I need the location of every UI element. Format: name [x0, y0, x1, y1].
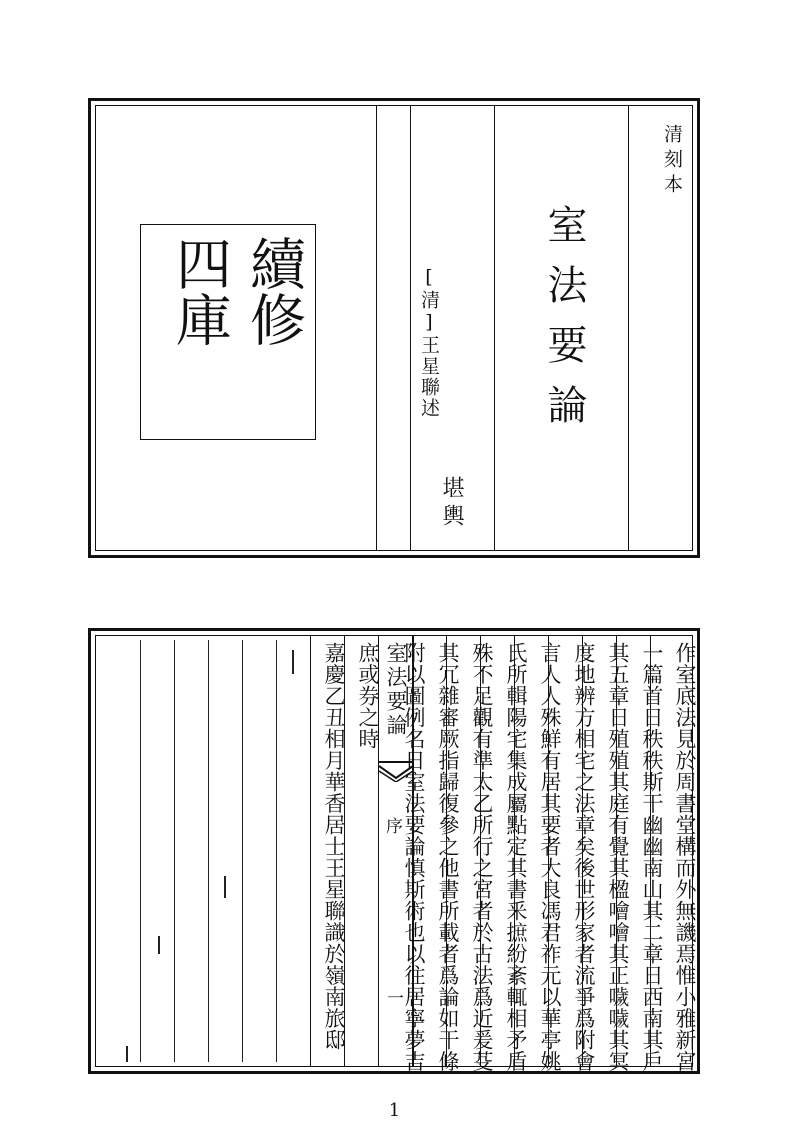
column-rule	[376, 106, 377, 550]
column-rule	[310, 636, 311, 1066]
preface-signature: 嘉慶乙丑相月華香居士王星聯識於嶺南旅邸	[322, 642, 346, 1051]
author-line: [清]王星聯述	[418, 266, 440, 419]
collection-seal	[140, 224, 316, 440]
preface-column: 殊不足觀有準太乙所行之宮者於古法爲近爰芟	[470, 642, 494, 1072]
print-mark	[126, 1046, 128, 1062]
column-rule	[494, 106, 495, 550]
blank-column-rule	[276, 640, 277, 1062]
blank-column-rule	[208, 640, 209, 1062]
preface-column: 度地辨方相宅之法章矣後世形家者流爭爲附會	[572, 642, 596, 1072]
page-number: 1	[388, 1100, 401, 1121]
preface-column: 庶或券之時	[356, 642, 380, 750]
center-section-label: 序	[386, 817, 403, 837]
title-page-inner-frame	[95, 105, 693, 551]
book-title: 室法要論	[541, 204, 587, 444]
print-mark	[224, 876, 226, 898]
print-mark	[292, 650, 294, 674]
column-rule	[410, 106, 411, 550]
print-mark	[158, 936, 160, 954]
preface-page-panel	[88, 628, 700, 1074]
edition-label: 清刻本	[661, 124, 683, 199]
center-book-title: 室法要論	[384, 642, 408, 738]
category-label: 堪輿	[439, 476, 464, 532]
preface-page-inner-frame	[95, 635, 697, 1072]
center-page-number: 一	[387, 989, 404, 1009]
title-page-panel	[88, 98, 700, 558]
blank-column-rule	[140, 640, 141, 1062]
blank-column-rule	[174, 640, 175, 1062]
seal-text-right: 續修	[241, 235, 306, 347]
preface-column: 氏所輯陽宅集成屬點定其書釆摭紛紊輒相矛盾	[504, 642, 528, 1072]
preface-column: 其冗雜審厥指歸復參之他書所載者爲論如干條	[436, 642, 460, 1072]
preface-column: 其五章日殖殖其庭有覺其楹噲噲其正噦噦其冥	[606, 642, 630, 1072]
seal-text-left: 四庫	[167, 235, 232, 347]
column-rule	[628, 106, 629, 550]
preface-column: 作室底法見於周書堂構而外無譏焉惟小雅新宮	[673, 642, 697, 1072]
preface-column: 言人人殊鮮有居其要者大良馮君祚元以華亭姚	[538, 642, 562, 1072]
center-margin-column	[378, 636, 414, 1066]
preface-column: 附以圖例名日室法要論慎斯術也以往居寧夢吉	[402, 642, 426, 1072]
blank-column-rule	[242, 640, 243, 1062]
fishtail-ornament	[379, 760, 413, 782]
preface-column: 一篇首日秩秩斯干幽幽南山其二章日西南其戶	[640, 642, 664, 1072]
